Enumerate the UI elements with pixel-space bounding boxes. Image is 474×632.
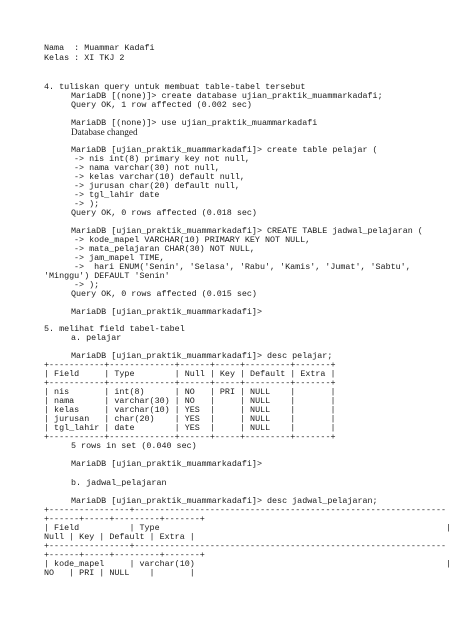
subsection-b: b. jadwal_pelajaran xyxy=(71,478,167,488)
q4-result: Query OK, 0 rows affected (0.015 sec) xyxy=(71,289,257,299)
q1-command: MariaDB [(none)]> create database ujian_praktik_muammarkadafi; xyxy=(71,91,383,101)
q4-line-2: -> mata_pelajaran CHAR(30) NOT NULL, xyxy=(74,244,255,254)
desc-jadwal-row-1a: | kode_mapel | varchar(10) | xyxy=(44,559,452,569)
section-5-heading: 5. melihat field tabel-tabel xyxy=(44,324,185,334)
desc-pelajar-row-4: | jurusan | char(20) | YES | | NULL | | xyxy=(44,414,336,424)
q4-line-5: 'Minggu') DEFAULT 'Senin' xyxy=(44,271,170,281)
q4-line-4: -> hari ENUM('Senin', 'Selasa', 'Rabu', 'Kamis', 'Jumat', 'Sabtu', xyxy=(74,262,411,272)
q3-line-1: -> nis int(8) primary key not null, xyxy=(74,154,250,164)
desc-jadwal-border-1a: +----------------+-------------------------------------------------------------- xyxy=(44,505,447,515)
subsection-a: a. pelajar xyxy=(71,333,122,343)
q3-result: Query OK, 0 rows affected (0.018 sec) xyxy=(71,208,257,218)
q4-line-6: -> ); xyxy=(74,280,100,290)
desc-jadwal-row-1b: NO | PRI | NULL | | xyxy=(44,568,195,578)
desc-pelajar-border-1: +-----------+-------------+------+-----+---------+-------+ xyxy=(44,360,336,370)
desc-jadwal-border-1b: +------+-----+---------+-------+ xyxy=(44,514,205,524)
kelas-line: Kelas : XI TKJ 2 xyxy=(44,53,125,63)
desc-pelajar-header: | Field | Type | Null | Key | Default | Extra | xyxy=(44,369,336,379)
desc-jadwal-command: MariaDB [ujian_praktik_muammarkadafi]> desc jadwal_pelajaran; xyxy=(71,496,378,506)
desc-jadwal-header-a: | Field | Type | xyxy=(44,523,452,533)
desc-pelajar-command: MariaDB [ujian_praktik_muammarkadafi]> desc pelajar; xyxy=(71,351,333,361)
desc-pelajar-result: 5 rows in set (0.040 sec) xyxy=(71,441,197,451)
desc-pelajar-row-3: | kelas | varchar(10) | YES | | NULL | | xyxy=(44,405,336,415)
q2-result: Database changed xyxy=(71,127,138,137)
q3-line-3: -> kelas varchar(10) default null, xyxy=(74,172,245,182)
q3-line-2: -> nama varchar(30) not null, xyxy=(74,163,220,173)
desc-pelajar-row-1: | nis | int(8) | NO | PRI | NULL | | xyxy=(44,387,336,397)
desc-jadwal-header-b: Null | Key | Default | Extra | xyxy=(44,532,195,542)
nama-line: Nama : Muammar Kadafi xyxy=(44,43,155,53)
q2-command: MariaDB [(none)]> use ujian_praktik_muammarkadafi xyxy=(71,118,318,128)
q3-line-5: -> tgl_lahir date xyxy=(74,190,160,200)
q3-line-6: -> ); xyxy=(74,199,100,209)
q3-command: MariaDB [ujian_praktik_muammarkadafi]> create table pelajar ( xyxy=(71,145,378,155)
desc-pelajar-row-2: | nama | varchar(30) | NO | | NULL | | xyxy=(44,396,336,406)
desc-pelajar-border-2: +-----------+-------------+------+-----+---------+-------+ xyxy=(44,378,336,388)
q4-line-1: -> kode_mapel VARCHAR(10) PRIMARY KEY NOT NULL, xyxy=(74,235,311,245)
q4-command: MariaDB [ujian_praktik_muammarkadafi]> CREATE TABLE jadwal_pelajaran ( xyxy=(71,226,423,236)
q1-result: Query OK, 1 row affected (0.002 sec) xyxy=(71,100,252,110)
q3-line-4: -> jurusan char(20) default null, xyxy=(74,181,240,191)
prompt-after-desc: MariaDB [ujian_praktik_muammarkadafi]> xyxy=(71,459,262,469)
section-4-heading: 4. tuliskan query untuk membuat table-tabel tersebut xyxy=(44,82,306,92)
desc-pelajar-border-3: +-----------+-------------+------+-----+---------+-------+ xyxy=(44,432,336,442)
desc-jadwal-border-2b: +------+-----+---------+-------+ xyxy=(44,550,205,560)
desc-jadwal-border-2a: +----------------+-------------------------------------------------------------- xyxy=(44,541,447,551)
desc-pelajar-row-5: | tgl_lahir | date | YES | | NULL | | xyxy=(44,423,336,433)
q5-prompt: MariaDB [ujian_praktik_muammarkadafi]> xyxy=(71,307,262,317)
q4-line-3: -> jam_mapel TIME, xyxy=(74,253,165,263)
